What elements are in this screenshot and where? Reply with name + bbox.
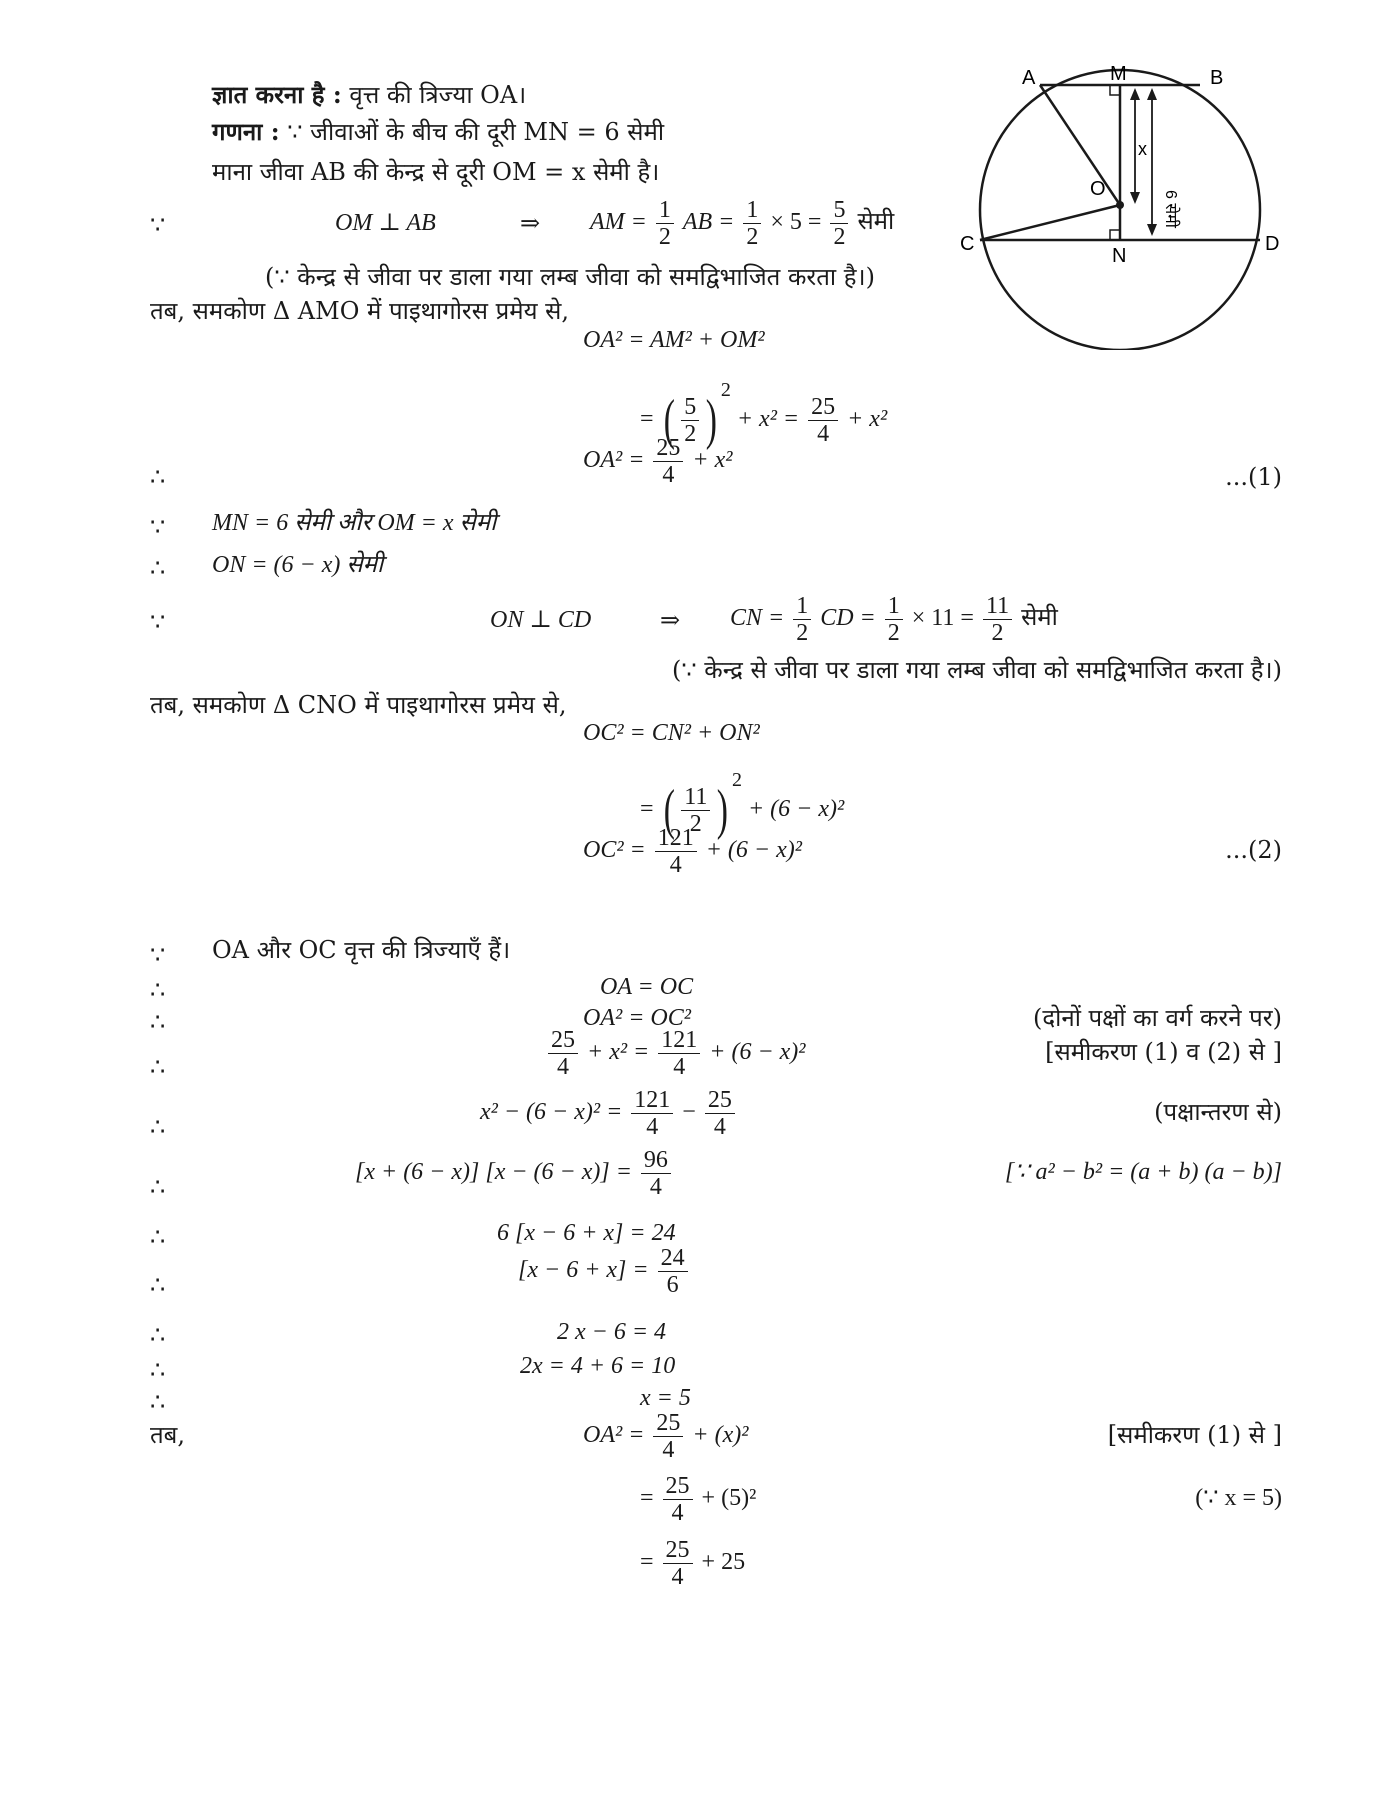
tab-cno: तब, समकोण Δ CNO में पाइथागोरस प्रमेय से,	[150, 691, 567, 719]
solve-s2: OA² = OC²	[583, 1005, 691, 1031]
radii-line: OA और OC वृत्त की त्रिज्याएँ हैं।	[212, 936, 511, 964]
center-dot	[1116, 201, 1124, 209]
arrow-1: ⇒	[520, 209, 541, 237]
right-angle-m	[1110, 85, 1120, 95]
solve-s4: x² − (6 − x)² = $\frac{121}{4}$ − $\frac{25}{4}$	[480, 1082, 738, 1142]
right-angle-n	[1110, 230, 1120, 240]
final-f2-note: (∵ x = 5)	[1195, 1485, 1282, 1511]
because-sym: ∵	[150, 211, 166, 239]
am-equation: AM = $\frac{1}{2}$ AB = $\frac{1}{2}$ × 5 = $\frac{5}{2}$ सेमी	[590, 196, 895, 250]
label-m: M	[1110, 63, 1127, 85]
circle-diagram	[960, 60, 1280, 350]
calc-line	[212, 117, 664, 147]
solve-s3-note: [समीकरण (1) व (2) से ]	[1045, 1038, 1282, 1066]
radius-oa	[1040, 85, 1120, 205]
oa-eq-line2: = ( $\frac{5}{2}$ ) 2 + x² = $\frac{25}{4}$ + x²	[640, 379, 888, 452]
label-c: C	[960, 233, 975, 255]
label-b: B	[1210, 67, 1224, 89]
oa-eq-line3: OA² = $\frac{25}{4}$ + x²	[583, 434, 733, 488]
therefore-sym: ∴	[150, 463, 166, 491]
reason-2: (∵ केन्द्र से जीवा पर डाला गया लम्ब जीवा को समद्विभाजित करता है।)	[672, 656, 1282, 684]
label-x: x	[1138, 139, 1147, 159]
solve-s6: 6 [x − 6 + x] = 24	[497, 1220, 676, 1246]
tag-2: ...(2)	[1225, 836, 1282, 864]
final-tab: तब,	[150, 1421, 186, 1449]
label-n: N	[1112, 245, 1127, 267]
reason-1: (∵ केन्द्र से जीवा पर डाला गया लम्ब जीवा को समद्विभाजित करता है।)	[265, 263, 875, 291]
to-find-label: ज्ञात करना है :	[212, 80, 342, 109]
oc-eq-line2: = ( $\frac{11}{2}$ ) 2 + (6 − x)²	[640, 769, 845, 842]
tag-1: ...(1)	[1225, 463, 1282, 491]
solve-s7: [x − 6 + x] = $\frac{24}{6}$	[518, 1240, 691, 1300]
solve-s1: OA = OC	[600, 974, 694, 1000]
solve-s2-note: (दोनों पक्षों का वर्ग करने पर)	[1033, 1004, 1282, 1032]
mn-line: MN = 6 सेमी और OM = x सेमी	[212, 510, 497, 536]
label-a: A	[1022, 67, 1036, 89]
final-f1: OA² = $\frac{25}{4}$ + (x)²	[583, 1409, 749, 1463]
final-f3: = $\frac{25}{4}$ + 25	[640, 1536, 746, 1590]
oa-eq-line1: OA² = AM² + OM²	[583, 327, 765, 353]
calc-text: ∵ जीवाओं के बीच की दूरी MN = 6 सेमी	[287, 118, 665, 146]
tab-amo: तब, समकोण Δ AMO में पाइथागोरस प्रमेय से,	[150, 297, 569, 325]
cn-equation: CN = $\frac{1}{2}$ CD = $\frac{1}{2}$ × 11 = $\frac{11}{2}$ सेमी	[730, 592, 1058, 646]
oc-eq-line3: OC² = $\frac{121}{4}$ + (6 − x)²	[583, 824, 802, 878]
solve-s5-note: [∵ a² − b² = (a + b) (a − b)]	[1004, 1159, 1282, 1185]
solve-s8: 2 x − 6 = 4	[557, 1319, 667, 1345]
oc-eq-line1: OC² = CN² + ON²	[583, 720, 760, 746]
label-six-cm: 6 सेमी	[1162, 190, 1179, 228]
calc-label: गणना :	[212, 117, 280, 146]
solve-s5: [x + (6 − x)] [x − (6 − x)] = $\frac{96}{4}$	[355, 1142, 674, 1202]
om-perp-ab: OM ⊥ AB	[335, 210, 436, 236]
solve-s10: x = 5	[640, 1385, 691, 1411]
solve-s3: $\frac{25}{4}$ + x² = $\frac{121}{4}$ + (6 − x)²	[545, 1022, 805, 1082]
label-o: O	[1090, 178, 1106, 200]
label-d: D	[1265, 233, 1280, 255]
solve-s9: 2x = 4 + 6 = 10	[520, 1353, 676, 1379]
final-f2: = $\frac{25}{4}$ + (5)²	[640, 1472, 757, 1526]
final-f1-note: [समीकरण (1) से ]	[1107, 1421, 1282, 1449]
solve-s4-note: (पक्षान्तरण से)	[1154, 1098, 1282, 1126]
to-find-text: वृत्त की त्रिज्या OA।	[349, 81, 527, 109]
radius-oc	[980, 205, 1120, 240]
assume-line: माना जीवा AB की केन्द्र से दूरी OM = x सेमी है।	[212, 158, 660, 186]
to-find-line	[212, 80, 526, 110]
on-perp-cd: ON ⊥ CD	[490, 607, 592, 633]
on-line: ON = (6 − x) सेमी	[212, 552, 384, 578]
